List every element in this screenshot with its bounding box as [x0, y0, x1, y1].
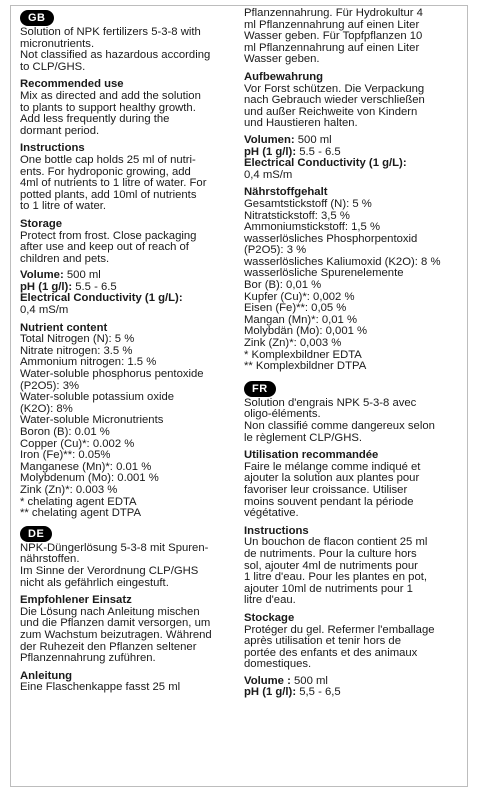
fr-intro	[244, 398, 466, 444]
en-storage-line: children and pets.	[20, 252, 110, 265]
de-nutrient-item: Ammoniumstickstoff: 1,5 %	[244, 221, 381, 234]
en-use-line: to plants to support healthy growth.	[20, 101, 196, 114]
en-nutrient-list	[20, 334, 230, 520]
de-instructions-line: ml Pflanzennahrung auf einen Liter	[244, 18, 420, 31]
de-use-text	[20, 607, 230, 665]
en-nutrient-item: Water-soluble phosphorus pentoxide	[20, 368, 204, 381]
en-nutrient-item: Iron (Fe)**: 0.05%	[20, 449, 111, 462]
de-instructions-line: Pflanzennahrung. Für Hydrokultur 4	[244, 7, 423, 19]
de-intro-line: nährstoffen.	[20, 553, 80, 566]
en-nutrient-item: Ammonium nitrogen: 1.5 %	[20, 356, 157, 369]
en-nutrient-item: (P2O5): 3%	[20, 379, 80, 392]
de-use-line: und die Pflanzen damit versorgen, um	[20, 617, 211, 630]
en-nutrient-item: ** chelating agent DTPA	[20, 507, 141, 520]
en-instructions-line: One bottle cap holds 25 ml of nutri-	[20, 153, 196, 166]
fr-intro-line: Non classifié comme dangereux selon	[244, 420, 435, 432]
left-column	[20, 10, 230, 694]
en-intro-line: micronutrients.	[20, 37, 95, 50]
de-intro-line: Im Sinne der Verordnung CLP/GHS	[20, 564, 199, 577]
de-nutrient-item: Gesamtstickstoff (N): 5 %	[244, 197, 372, 210]
de-use-line: Pflanzennahrung zuführen.	[20, 652, 156, 665]
en-use-line: Add less frequently during the	[20, 113, 170, 126]
en-nutrient-item: Water-soluble potassium oxide	[20, 391, 175, 404]
language-badge-gb: GB	[20, 10, 54, 26]
fr-storage-line: domestiques.	[244, 658, 312, 671]
de-nutrient-item: Eisen (Fe)**: 0,05 %	[244, 302, 347, 315]
en-nutrient-item: Nitrate nitrogen: 3.5 %	[20, 344, 133, 357]
en-storage-text	[20, 231, 230, 266]
de-nutrient-item: Bor (B): 0,01 %	[244, 279, 322, 292]
de-use-heading: Empfohlener Einsatz	[20, 594, 132, 607]
de-storage-text	[244, 84, 466, 130]
fr-use-line: ajouter la solution aux plantes pour	[244, 472, 420, 485]
right-column	[244, 8, 466, 699]
fr-use-line: moins souvent pendant la période	[244, 495, 414, 508]
de-instructions-line: Wasser geben. Für Topfpflanzen 10	[244, 30, 423, 43]
fr-storage-text	[244, 625, 466, 671]
de-use-line: zum Wachstum beizutragen. Während	[20, 628, 212, 641]
de-instructions-line: ml Pflanzennahrung auf einen Liter	[244, 41, 420, 54]
de-nutrient-item: (P2O5): 3 %	[244, 244, 307, 257]
en-nutrient-item: Copper (Cu)*: 0.002 %	[20, 437, 135, 450]
en-instructions-heading: Instructions	[20, 142, 85, 155]
de-nutrient-item: wasserlösliches Phosphorpentoxid	[244, 232, 418, 245]
de-storage-heading: Aufbewahrung	[244, 70, 324, 83]
en-nutrient-item: Boron (B): 0.01 %	[20, 426, 110, 438]
fr-volume-label: Volume :	[244, 674, 291, 687]
de-ph-label: pH (1 g/l):	[244, 145, 297, 158]
en-use-line: Mix as directed and add the solution	[20, 89, 201, 102]
de-nutrient-item: * Komplexbildner EDTA	[244, 348, 362, 361]
en-nutrient-heading: Nutrient content	[20, 321, 108, 334]
en-intro	[20, 27, 230, 73]
en-intro-line: to CLP/GHS.	[20, 60, 86, 73]
fr-ph-value: 5,5 - 6,5	[296, 686, 341, 699]
fr-storage-line: Protéger du gel. Refermer l'emballage	[244, 623, 435, 636]
fr-instructions-line: sol, ajouter 4ml de nutriments pour	[244, 559, 418, 572]
de-nutrient-item: Nitratstickstoff: 3,5 %	[244, 209, 350, 222]
fr-storage-line: portée des enfants et des animaux	[244, 646, 418, 659]
de-nutrient-item: Zink (Zn)*: 0,003 %	[244, 337, 342, 350]
en-instructions-line: ents. For hydroponic growing, add	[20, 165, 191, 178]
de-storage-line: nach Gebrauch wieder verschließen	[244, 94, 425, 107]
language-badge-fr: FR	[244, 381, 276, 397]
fr-use-line: végétative.	[244, 507, 299, 520]
en-use-text	[20, 91, 230, 137]
en-instructions-line: 4ml of nutrients to 1 litre of water. For	[20, 177, 207, 190]
de-nutrient-item: ** Komplexbildner DTPA	[244, 360, 367, 373]
fr-ph-label: pH (1 g/l):	[244, 686, 297, 699]
fr-storage-line: après utilisation et tenir hors de	[244, 635, 401, 648]
en-ph-value: 5.5 - 6.5	[72, 280, 117, 293]
de-ec-value: 0,4 mS/m	[244, 168, 293, 181]
fr-intro-line: Solution d'engrais NPK 5-3-8 avec	[244, 396, 417, 409]
de-storage-line: und außer Reichweite von Kindern	[244, 105, 418, 118]
fr-use-line: favoriser leur croissance. Utiliser	[244, 483, 408, 496]
en-ec-label: Electrical Conductivity (1 g/L):	[20, 292, 183, 305]
en-ph-label: pH (1 g/l):	[20, 280, 73, 293]
fr-ph	[244, 687, 466, 699]
en-nutrient-item: Water-soluble Micronutrients	[20, 414, 164, 427]
de-use-line: der Ruhezeit den Pflanzen seltener	[20, 640, 197, 653]
en-intro-line: Solution of NPK fertilizers 5-3-8 with	[20, 26, 201, 38]
de-volume-value: 500 ml	[294, 133, 332, 146]
fr-use-heading: Utilisation recommandée	[244, 449, 379, 462]
de-volume-label: Volumen:	[244, 133, 295, 146]
fr-instructions-line: 1 litre d'eau. Pour les plantes en pot,	[244, 571, 428, 584]
en-storage-line: after use and keep out of reach of	[20, 241, 189, 254]
de-instructions-heading: Anleitung	[20, 669, 73, 682]
en-nutrient-item: Total Nitrogen (N): 5 %	[20, 333, 135, 346]
de-nutrient-item: Kupfer (Cu)*: 0,002 %	[244, 290, 355, 303]
fr-volume-value: 500 ml	[290, 674, 328, 687]
en-nutrient-item: (K2O): 8%	[20, 402, 73, 415]
fr-instructions-line: litre d'eau.	[244, 594, 296, 607]
de-intro-line: nicht als gefährlich eingestuft.	[20, 576, 169, 589]
en-nutrient-item: Manganese (Mn)*: 0.01 %	[20, 460, 152, 473]
de-ec-label: Electrical Conductivity (1 g/L):	[244, 157, 407, 170]
en-volume-value: 500 ml	[63, 269, 101, 282]
de-instructions-line: Eine Flaschenkappe fasst 25 ml	[20, 681, 181, 694]
de-nutrient-heading: Nährstoffgehalt	[244, 186, 328, 199]
en-volume-label: Volume:	[20, 269, 64, 282]
de-nutrient-list	[244, 199, 466, 373]
en-ec-value: 0,4 mS/m	[20, 304, 69, 317]
de-nutrient-item: wasserlösliche Spurenelemente	[244, 267, 404, 280]
de-ph-value: 5.5 - 6.5	[296, 145, 341, 158]
fr-storage-heading: Stockage	[244, 611, 295, 624]
en-nutrient-item: Molybdenum (Mo): 0.001 %	[20, 472, 159, 485]
en-nutrient-item: * chelating agent EDTA	[20, 495, 137, 508]
language-badge-de: DE	[20, 526, 52, 542]
de-intro	[20, 543, 230, 589]
fr-instructions-line: Un bouchon de flacon contient 25 ml	[244, 536, 428, 549]
fr-instructions-text	[244, 537, 466, 607]
de-nutrient-item: Mangan (Mn)*: 0,01 %	[244, 313, 358, 326]
en-nutrient-item: Zink (Zn)*: 0.003 %	[20, 483, 118, 496]
en-instructions-line: to 1 litre of water.	[20, 200, 107, 213]
en-storage-heading: Storage	[20, 217, 63, 230]
en-use-heading: Recommended use	[20, 78, 124, 91]
fr-use-line: Faire le mélange comme indiqué et	[244, 460, 421, 473]
en-use-line: dormant period.	[20, 124, 100, 137]
de-nutrient-item: wasserlösliches Kaliumoxid (K2O): 8 %	[244, 255, 441, 268]
de-nutrient-item: Molybdän (Mo): 0,001 %	[244, 325, 368, 338]
fr-intro-line: oligo-éléments.	[244, 408, 321, 421]
de-instructions-line: Wasser geben.	[244, 53, 320, 66]
fr-instructions-line: de nutriments. Pour la culture hors	[244, 547, 417, 560]
en-intro-line: Not classified as hazardous according	[20, 49, 211, 62]
de-storage-line: Vor Forst schützen. Die Verpackung	[244, 82, 425, 95]
de-use-line: Die Lösung nach Anleitung mischen	[20, 605, 200, 618]
de-instructions-continued	[244, 8, 466, 66]
de-intro-line: NPK-Düngerlösung 5-3-8 mit Spuren-	[20, 541, 209, 554]
de-storage-line: und Haustieren halten.	[244, 117, 358, 130]
fr-intro-line: le règlement CLP/GHS.	[244, 431, 363, 444]
en-storage-line: Protect from frost. Close packaging	[20, 229, 197, 242]
fr-use-text	[244, 462, 466, 520]
fr-instructions-heading: Instructions	[244, 524, 309, 537]
fr-instructions-line: ajouter 10ml de nutriments pour 1	[244, 582, 413, 595]
en-instructions-line: potted plants, add 10ml of nutrients	[20, 188, 197, 201]
en-instructions-text	[20, 155, 230, 213]
